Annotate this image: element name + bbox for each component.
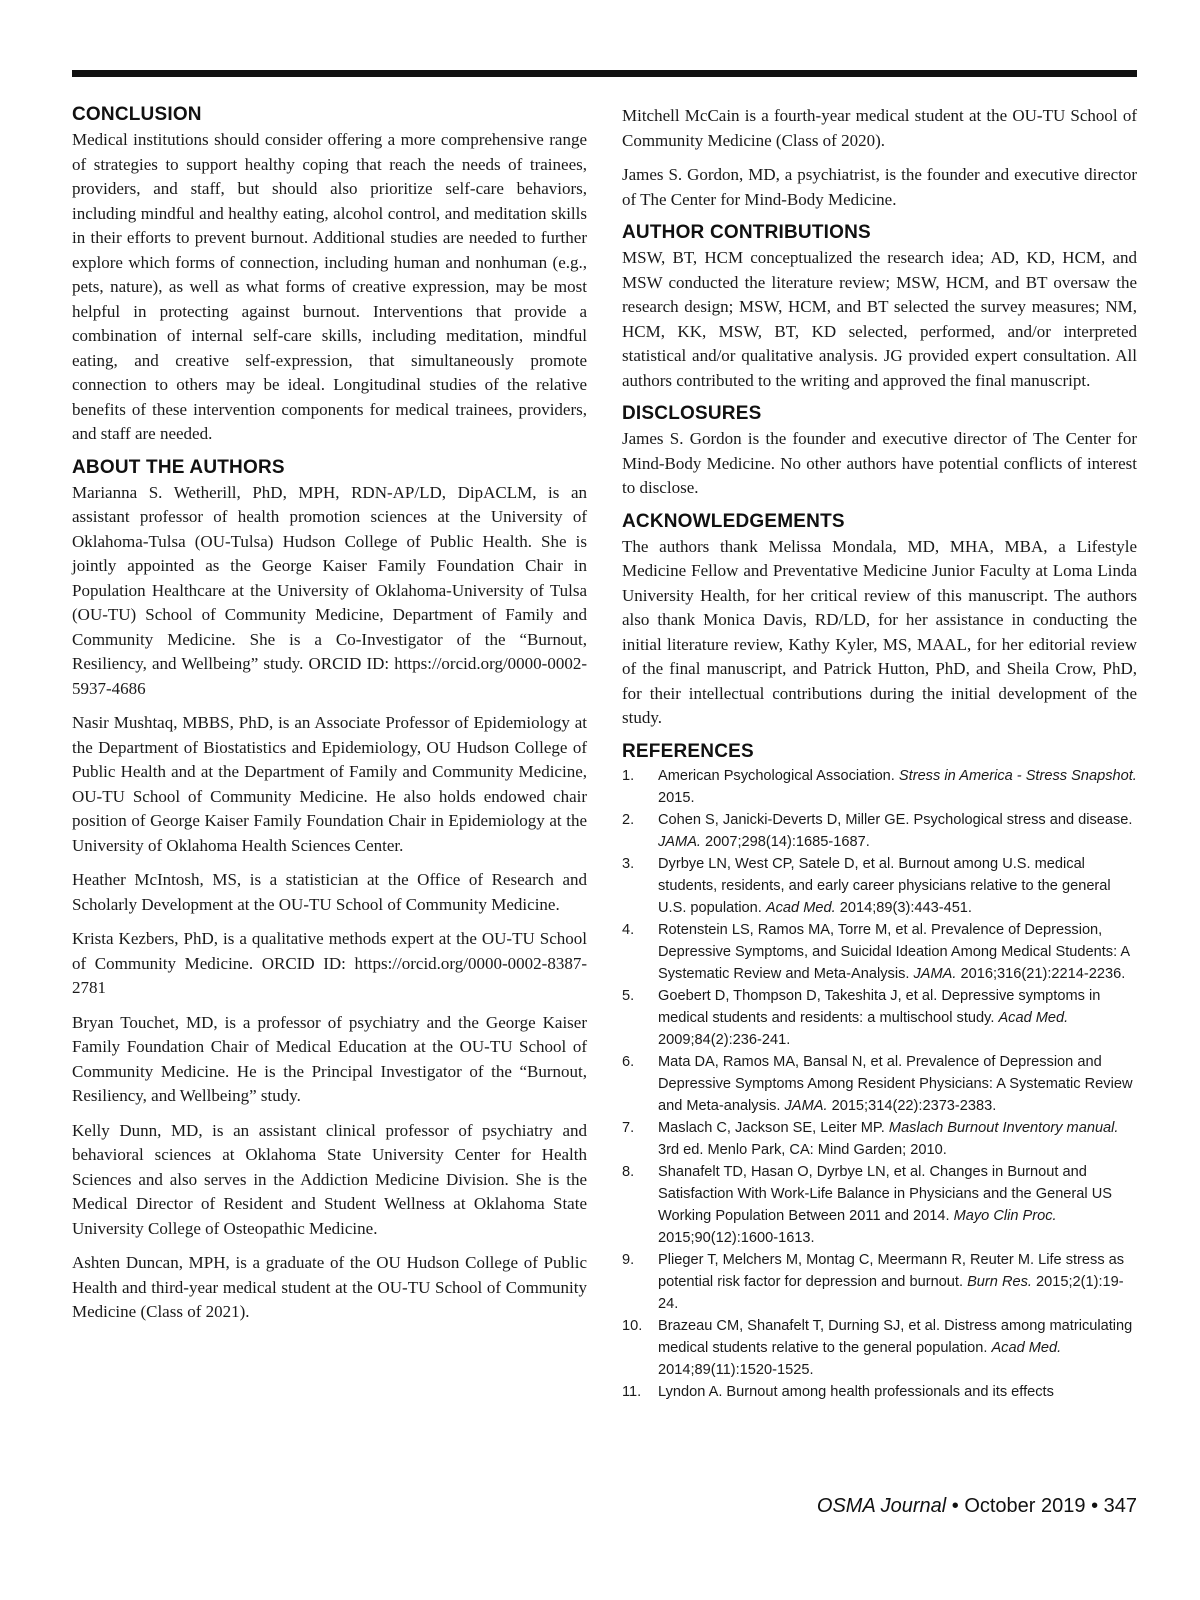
- about-authors-continued: [622, 104, 1137, 212]
- reference-item: [622, 919, 1137, 985]
- author-bio-dunn: Kelly Dunn, MD, is an assistant clinical professor of psychiatry and behavioral sciences at Oklahoma State University Center for Health Sciences and also serves in the Addiction Medicine Division. She is the Medical Director of Resident and Student Wellness at Oklahoma State University College of Osteopathic Medicine.: [72, 1120, 587, 1238]
- reference-citation: 2015.: [658, 789, 695, 806]
- reference-title: Maslach Burnout Inventory manual.: [888, 1119, 1119, 1136]
- top-rule: [72, 70, 1137, 77]
- reference-text: Shanafelt TD, Hasan O, Dyrbye LN, et al. Changes in Burnout and Satisfaction With Work-Life Balance in Physicians and the General US Working Population Between 2011 and 2014.: [658, 1163, 1112, 1224]
- reference-number: 6.: [622, 1053, 635, 1070]
- author-bio-mushtaq: Nasir Mushtaq, MBBS, PhD, is an Associate Professor of Epidemiology at the Department of Biostatistics and Epidemiology, OU Hudson College of Public Health and at the Department of Family and Community Medicine, OU-TU School of Community Medicine. He also holds endowed chair position of George Kaiser Family Foundation Chair in Epidemiology at the University of Oklahoma Health Sciences Center.: [72, 713, 587, 855]
- reference-text: American Psychological Association.: [658, 767, 899, 784]
- reference-title: JAMA.: [784, 1097, 828, 1114]
- reference-number: 11.: [622, 1383, 642, 1400]
- reference-item: [622, 1381, 1137, 1403]
- reference-title: Acad Med.: [765, 899, 836, 916]
- reference-number: 5.: [622, 987, 635, 1004]
- author-bio-mcintosh: Heather McIntosh, MS, is a statistician at the Office of Research and Scholarly Development at the OU-TU School of Community Medicine.: [72, 870, 587, 914]
- reference-text: Goebert D, Thompson D, Takeshita J, et al. Depressive symptoms in medical students and residents: a multischool study.: [658, 987, 1101, 1026]
- conclusion-text: Medical institutions should consider offering a more comprehensive range of strategies to support healthy coping that reach the needs of trainees, providers, and staff, but should also prioritize self-care behaviors, including mindful and healthy eating, alcohol control, and meditation skills in their efforts to prevent burnout. Additional studies are needed to further explore which forms of connection, including human and nonhuman (e.g., pets, nature), as well as what forms of creative expression, may be most helpful in protecting against burnout. Interventions that provide a combination of internal self-care skills, including meditation, mindful eating, and creative self-expression, that simultaneously promote connection to others may be ideal. Longitudinal studies of the relative benefits of these intervention components for medical trainees, providers, and staff are needed.: [72, 130, 587, 443]
- author-bio-wetherill: Marianna S. Wetherill, PhD, MPH, RDN-AP/LD, DipACLM, is an assistant professor of health promotion sciences at the University of Oklahoma-Tulsa (OU-Tulsa) Hudson College of Public Health. She is jointly appointed as the George Kaiser Family Foundation Chair in Population Healthcare at the University of Oklahoma-University of Tulsa (OU-TU) School of Community Medicine, Department of Family and Community Medicine. She is a Co-Investigator of the “Burnout, Resiliency, and Wellbeing” study. ORCID ID: https://orcid.org/0000-0002-5937-4686: [72, 482, 587, 698]
- author-contributions-heading: AUTHOR CONTRIBUTIONS: [622, 222, 871, 243]
- reference-item: [622, 1117, 1137, 1161]
- acknowledgements-text: The authors thank Melissa Mondala, MD, MHA, MBA, a Lifestyle Medicine Fellow and Preventative Medicine Junior Faculty at Loma Linda University Health, for her critical review of this manuscript. The authors also thank Monica Davis, RD/LD, for her assistance in conducting the initial literature review, Kathy Kyler, MS, MAAL, for her editorial review of the final manuscript, and Patrick Hutton, PhD, and Sheila Crow, PhD, for their intellectual contributions during the initial development of the study.: [622, 536, 1137, 727]
- reference-list: [622, 765, 1137, 1403]
- reference-title: Acad Med.: [998, 1009, 1069, 1026]
- reference-citation: 2016;316(21):2214-2236.: [956, 965, 1126, 982]
- reference-number: 8.: [622, 1163, 635, 1180]
- author-bio-touchet: Bryan Touchet, MD, is a professor of psychiatry and the George Kaiser Family Foundation Chair of Medical Education at the OU-TU School of Community Medicine. He is the Principal Investigator of the “Burnout, Resiliency, and Wellbeing” study.: [72, 1012, 587, 1105]
- reference-citation: 2015;2(1):19-24.: [658, 1273, 1124, 1312]
- reference-text: Brazeau CM, Shanafelt T, Durning SJ, et al. Distress among matriculating medical students relative to the general population.: [658, 1317, 1133, 1356]
- reference-citation: 2009;84(2):236-241.: [658, 1031, 791, 1048]
- reference-number: 10.: [622, 1317, 643, 1334]
- reference-number: 7.: [622, 1119, 635, 1136]
- reference-citation: 2014;89(3):443-451.: [835, 899, 972, 916]
- reference-item: [622, 1051, 1137, 1117]
- reference-text: Cohen S, Janicki-Deverts D, Miller GE. Psychological stress and disease.: [658, 811, 1133, 828]
- reference-number: 1.: [622, 767, 635, 784]
- reference-number: 2.: [622, 811, 635, 828]
- author-contributions-text: MSW, BT, HCM conceptualized the research idea; AD, KD, HCM, and MSW conducted the literature review; MSW, HCM, and BT oversaw the research design; MSW, HCM, and BT selected the survey measures; NM, HCM, KK, MSW, BT, KD selected, performed, and/or interpreted statistical and/or qualitative analysis. JG provided expert consultation. All authors contributed to the writing and approved the final manuscript.: [622, 248, 1137, 390]
- reference-text: Dyrbye LN, West CP, Satele D, et al. Burnout among U.S. medical students, residents, and early career physicians relative to the general U.S. population.: [658, 855, 1111, 916]
- author-bio-gordon: James S. Gordon, MD, a psychiatrist, is the founder and executive director of The Center for Mind-Body Medicine.: [622, 165, 1137, 209]
- disclosures-heading: DISCLOSURES: [622, 403, 762, 424]
- reference-title: JAMA.: [658, 833, 701, 850]
- reference-item: [622, 853, 1137, 919]
- footer-journal: OSMA Journal: [816, 1495, 947, 1517]
- reference-item: [622, 809, 1137, 853]
- disclosures-section: [622, 403, 1137, 501]
- author-bio-duncan: Ashten Duncan, MPH, is a graduate of the OU Hudson College of Public Health and third-year medical student at the OU-TU School of Community Medicine (Class of 2021).: [72, 1253, 587, 1321]
- reference-item: [622, 1249, 1137, 1315]
- reference-citation: 2014;89(11):1520-1525.: [658, 1361, 814, 1378]
- reference-title: Burn Res.: [967, 1273, 1032, 1290]
- reference-citation: 2007;298(14):1685-1687.: [700, 833, 870, 850]
- reference-item: [622, 1315, 1137, 1381]
- references-section: [622, 741, 1137, 1403]
- reference-item: [622, 1161, 1137, 1249]
- about-authors-heading: ABOUT THE AUTHORS: [72, 456, 285, 478]
- conclusion-section: [72, 104, 587, 447]
- conclusion-heading: CONCLUSION: [72, 104, 202, 125]
- reference-title: Stress in America - Stress Snapshot.: [898, 767, 1137, 784]
- left-column: [72, 104, 587, 1335]
- reference-text: Mata DA, Ramos MA, Bansal N, et al. Prevalence of Depression and Depressive Symptoms Among Resident Physicians: A Systematic Review and Meta-analysis.: [658, 1053, 1133, 1114]
- reference-title: Acad Med.: [991, 1339, 1062, 1356]
- reference-number: 4.: [622, 921, 635, 938]
- reference-citation: 3rd ed. Menlo Park, CA: Mind Garden; 2010.: [658, 1141, 947, 1158]
- disclosures-text: James S. Gordon is the founder and executive director of The Center for Mind-Body Medicine. No other authors have potential conflicts of interest to disclose.: [622, 429, 1137, 497]
- references-heading: REFERENCES: [622, 740, 754, 762]
- about-authors-section: [72, 457, 587, 1325]
- reference-text: Lyndon A. Burnout among health professionals and its effects: [658, 1383, 1054, 1400]
- reference-item: [622, 765, 1137, 809]
- reference-text: Plieger T, Melchers M, Montag C, Meermann R, Reuter M. Life stress as potential risk factor for depression and burnout.: [658, 1251, 1125, 1290]
- acknowledgements-section: [622, 511, 1137, 731]
- author-bio-kezbers: Krista Kezbers, PhD, is a qualitative methods expert at the OU-TU School of Community Medicine. ORCID ID: https://orcid.org/0000-0002-8387-2781: [72, 929, 587, 997]
- page-footer: [817, 1495, 1137, 1518]
- reference-item: [622, 985, 1137, 1051]
- acknowledgements-heading: ACKNOWLEDGEMENTS: [622, 510, 845, 532]
- reference-citation: 2015;314(22):2373-2383.: [827, 1097, 997, 1114]
- author-contributions-section: [622, 222, 1137, 393]
- reference-citation: 2015;90(12):1600-1613.: [658, 1229, 815, 1246]
- reference-number: 9.: [622, 1251, 635, 1268]
- reference-text: Maslach C, Jackson SE, Leiter MP.: [658, 1119, 889, 1136]
- reference-number: 3.: [622, 855, 635, 872]
- right-column: [622, 104, 1137, 1413]
- reference-text: Rotenstein LS, Ramos MA, Torre M, et al. Prevalence of Depression, Depressive Symptoms, and Suicidal Ideation Among Medical Students: A Systematic Review and Meta-Analysis.: [658, 921, 1130, 982]
- reference-title: Mayo Clin Proc.: [953, 1207, 1057, 1224]
- author-bio-mccain: Mitchell McCain is a fourth-year medical student at the OU-TU School of Community Medicine (Class of 2020).: [622, 106, 1137, 150]
- reference-title: JAMA.: [913, 965, 957, 982]
- footer-date-page: • October 2019 • 347: [946, 1495, 1137, 1517]
